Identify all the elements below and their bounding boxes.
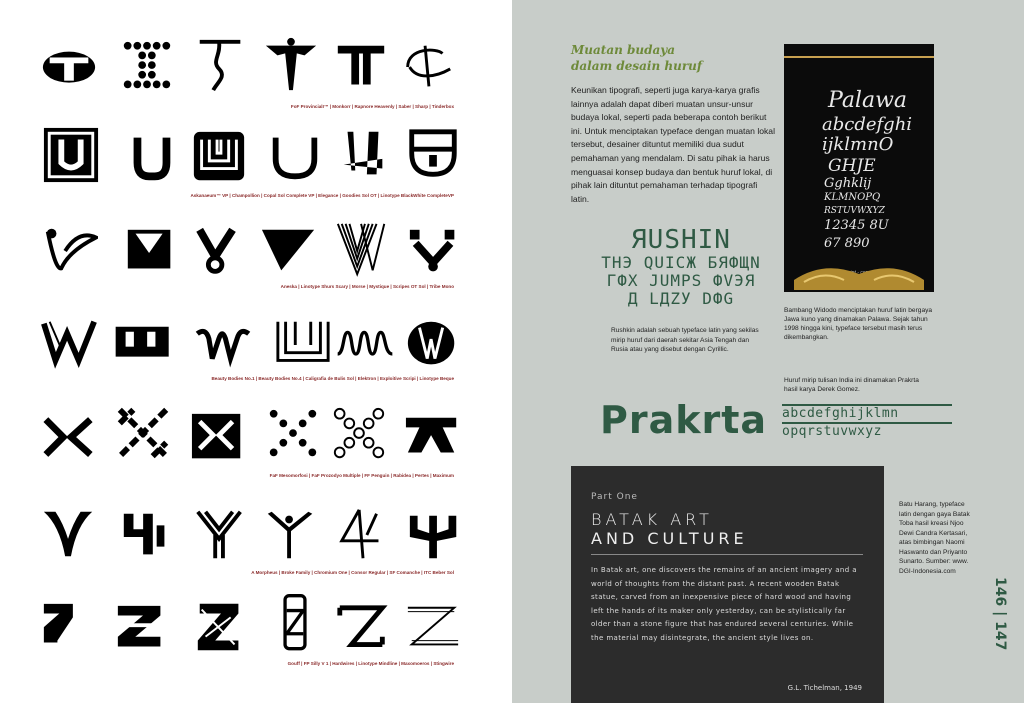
rushkin-line-2: THЭ QUICЖ БЯФЩN	[601, 253, 761, 272]
batak-title-line2: AND CULTURE	[591, 529, 748, 548]
section-title	[571, 42, 702, 74]
glyph-script-t	[398, 38, 456, 96]
glyph-curved-y	[40, 506, 98, 564]
poster-ornament	[794, 250, 924, 290]
poster-line-8: 12345 8U	[824, 218, 889, 233]
prakrta-alphabet-line-2: opqrstuvwxyz	[782, 422, 952, 440]
glyph-block-w	[114, 316, 172, 374]
glyph-loop-v	[190, 224, 248, 282]
glyph-round-u	[266, 128, 324, 186]
glyph-interlace-x	[114, 404, 172, 462]
glyph-oval-t	[40, 42, 98, 100]
glyph-block-y	[118, 508, 176, 566]
poster-gold-rule	[784, 56, 934, 58]
glyph-loopy-w	[336, 320, 394, 378]
glyph-dotted-i	[118, 38, 176, 96]
glyph-wire-z	[404, 600, 462, 658]
caption-row-1: FoF ProvincialI™ | Monkorr | Rapnore Heavenly | Saber | Sharp | Tinderbox	[290, 104, 454, 109]
section-title-line1: Muatan budaya	[571, 43, 676, 57]
caption-row-4: Beauty Bodies No.1 | Beauty Bodies No.4 | Caligrafia de Bulis Sol | Elektron | Exploitive Scripi | Linotype Beque	[211, 376, 454, 381]
glyph-outline-y	[192, 506, 250, 564]
prakrta-alphabet	[782, 404, 952, 440]
poster-line-9: 67 890	[824, 236, 870, 251]
poster-line-4: GHJE	[828, 156, 876, 176]
rushkin-specimen	[586, 226, 776, 308]
caption-row-3: Aneska | Linotype Shurs Scary | Morse | Mystique | Scripes OT Sol | Tribe Mono	[280, 284, 454, 289]
glyph-outline-w	[274, 316, 332, 374]
batak-signature: G.L. Tichelman, 1949	[787, 684, 862, 692]
glyph-maze-u	[190, 128, 248, 186]
page-numbers-text: 146 | 147	[992, 577, 1008, 651]
glyph-square-v	[122, 224, 180, 282]
batak-caption: Batu Harang, typeface latin dengan gaya Batak Toba hasil kreasi Njoo Dewi Candra Kertasari, atas bimbingan Naomi Haswanto dan Priyanto Sunarto. Sumber: www. DGI-Indonesia.com	[899, 501, 970, 575]
glyph-brush-u	[334, 126, 392, 184]
glyph-ornate-u	[42, 126, 100, 184]
glyph-outline-z	[334, 602, 392, 660]
glyph-scratched-z	[192, 598, 250, 656]
glyph-hook-t	[192, 36, 250, 94]
batak-divider	[591, 554, 863, 555]
batak-title-line1: BATAK ART	[591, 510, 713, 529]
caption-row-7: Gouff | FP Silly V 1 | Hardwires | Linotype Mindline | Maxomoeros | Stingwire	[287, 661, 454, 666]
poster-line-7: RSTUVWXYZ	[824, 206, 885, 216]
batak-part: Part One	[591, 492, 638, 502]
caption-row-5: FaF Mesomorfosi | FaF Prozodyo Multiple | FF Penguin | Rabidea | Pertes | Maximum	[269, 473, 454, 478]
caption-row-6: A Morpheus | Broke Family | Chromium One | Consor Regular | SF Comanche | ITC Beber Sol	[251, 570, 454, 575]
glyph-figure-y	[262, 506, 320, 564]
poster-line-3: ijklmnO	[822, 134, 894, 155]
glyph-heavy-x	[404, 410, 462, 468]
rushkin-line-4: Д LДZУ DФG	[627, 289, 735, 308]
prakrta-word: Prakrta	[600, 398, 768, 442]
glyph-simple-u	[122, 128, 180, 186]
glyph-arrow-x	[42, 410, 100, 468]
rushkin-line-3: ГФX JUMPS ФVЭЯ	[606, 271, 756, 290]
rushkin-name: ЯUSHIN	[631, 225, 731, 255]
prakrta-alphabet-line-1: abcdefghijklmn	[782, 404, 952, 422]
glyph-dot-x	[264, 406, 322, 464]
palawa-caption: Bambang Widodo menciptakan huruf latin bergaya Jawa kuno yang dinamakan Palawa. Sejak tahun 1998 hingga kini, typeface tersebut masih terus dikembangkan.	[784, 307, 933, 341]
glyph-circle-x	[330, 406, 388, 464]
batak-book-box	[571, 466, 884, 703]
poster-line-1: Palawa	[828, 88, 908, 113]
body-paragraph: Keunikan tipografi, seperti juga karya-karya grafis lainnya adalah dapat diberi muatan unsur-unsur budaya lokal, seperti pada beberapa contoh berikut ini. Untuk menciptakan typeface dengan muatan lokal tersebut, desainer dituntut memiliki dua sudut pemahaman yang mendalam. Di satu pihak ia harus menguasai konsep budaya dan bentuk huruf lokal, di pihak lain dituntut pemahaman terhadap tipografi latin.	[571, 85, 775, 204]
glyph-swirl-w	[194, 318, 252, 376]
glyph-swash-v	[40, 222, 98, 280]
poster-line-2: abcdefghi	[822, 114, 913, 135]
caption-row-2: Askanaeum™ VP | Champollion | Copal Sol Complete VP | Elegance | Goodies Sol OT | Linotype BlackWhite CompleteVP	[190, 193, 454, 198]
glyph-tribal-t	[262, 36, 320, 94]
prakrta-caption: Huruf mirip tulisan India ini dinamakan Prakrta hasil karya Derek Gomez.	[784, 377, 919, 394]
glyph-stencil-z	[114, 602, 172, 660]
glyph-boxed-x	[190, 410, 248, 468]
section-title-line2: dalam desain huruf	[571, 59, 703, 73]
glyph-bold-z	[40, 600, 98, 658]
batak-text: In Batak art, one discovers the remains of an ancient imagery and a world of thoughts from the distant past. A recent wooden Batak statue, carved from an inexpensive piece of hard wood and having left the hands of its maker only yesterday, can be stylistically far older than a stone figure that has endured several centuries. While the material may disintegrate, the ancient style lives on.	[591, 566, 857, 642]
page-numbers	[985, 577, 1015, 651]
glyph-triangle-v	[260, 224, 318, 282]
glyph-cup-u	[404, 126, 462, 184]
glyph-lines-v	[334, 220, 392, 278]
glyph-trident-y	[406, 508, 464, 566]
glyph-comanche-y	[334, 506, 392, 564]
glyph-rough-w	[40, 314, 98, 372]
glyph-tall-z	[266, 594, 324, 652]
poster-line-5: Gghklij	[824, 176, 872, 191]
glyph-dot-v	[406, 224, 464, 282]
poster-line-6: KLMNOPQ	[824, 192, 881, 203]
rushkin-caption: Rushkin adalah sebuah typeface latin yang sekilas mirip huruf dari daerah sekitar Asia Tengah dan Rusia atau yang disebut dengan Cyrillic.	[611, 327, 759, 353]
glyph-leaf-w	[404, 316, 462, 374]
palawa-poster	[784, 44, 934, 292]
glyph-bold-t	[332, 40, 390, 98]
